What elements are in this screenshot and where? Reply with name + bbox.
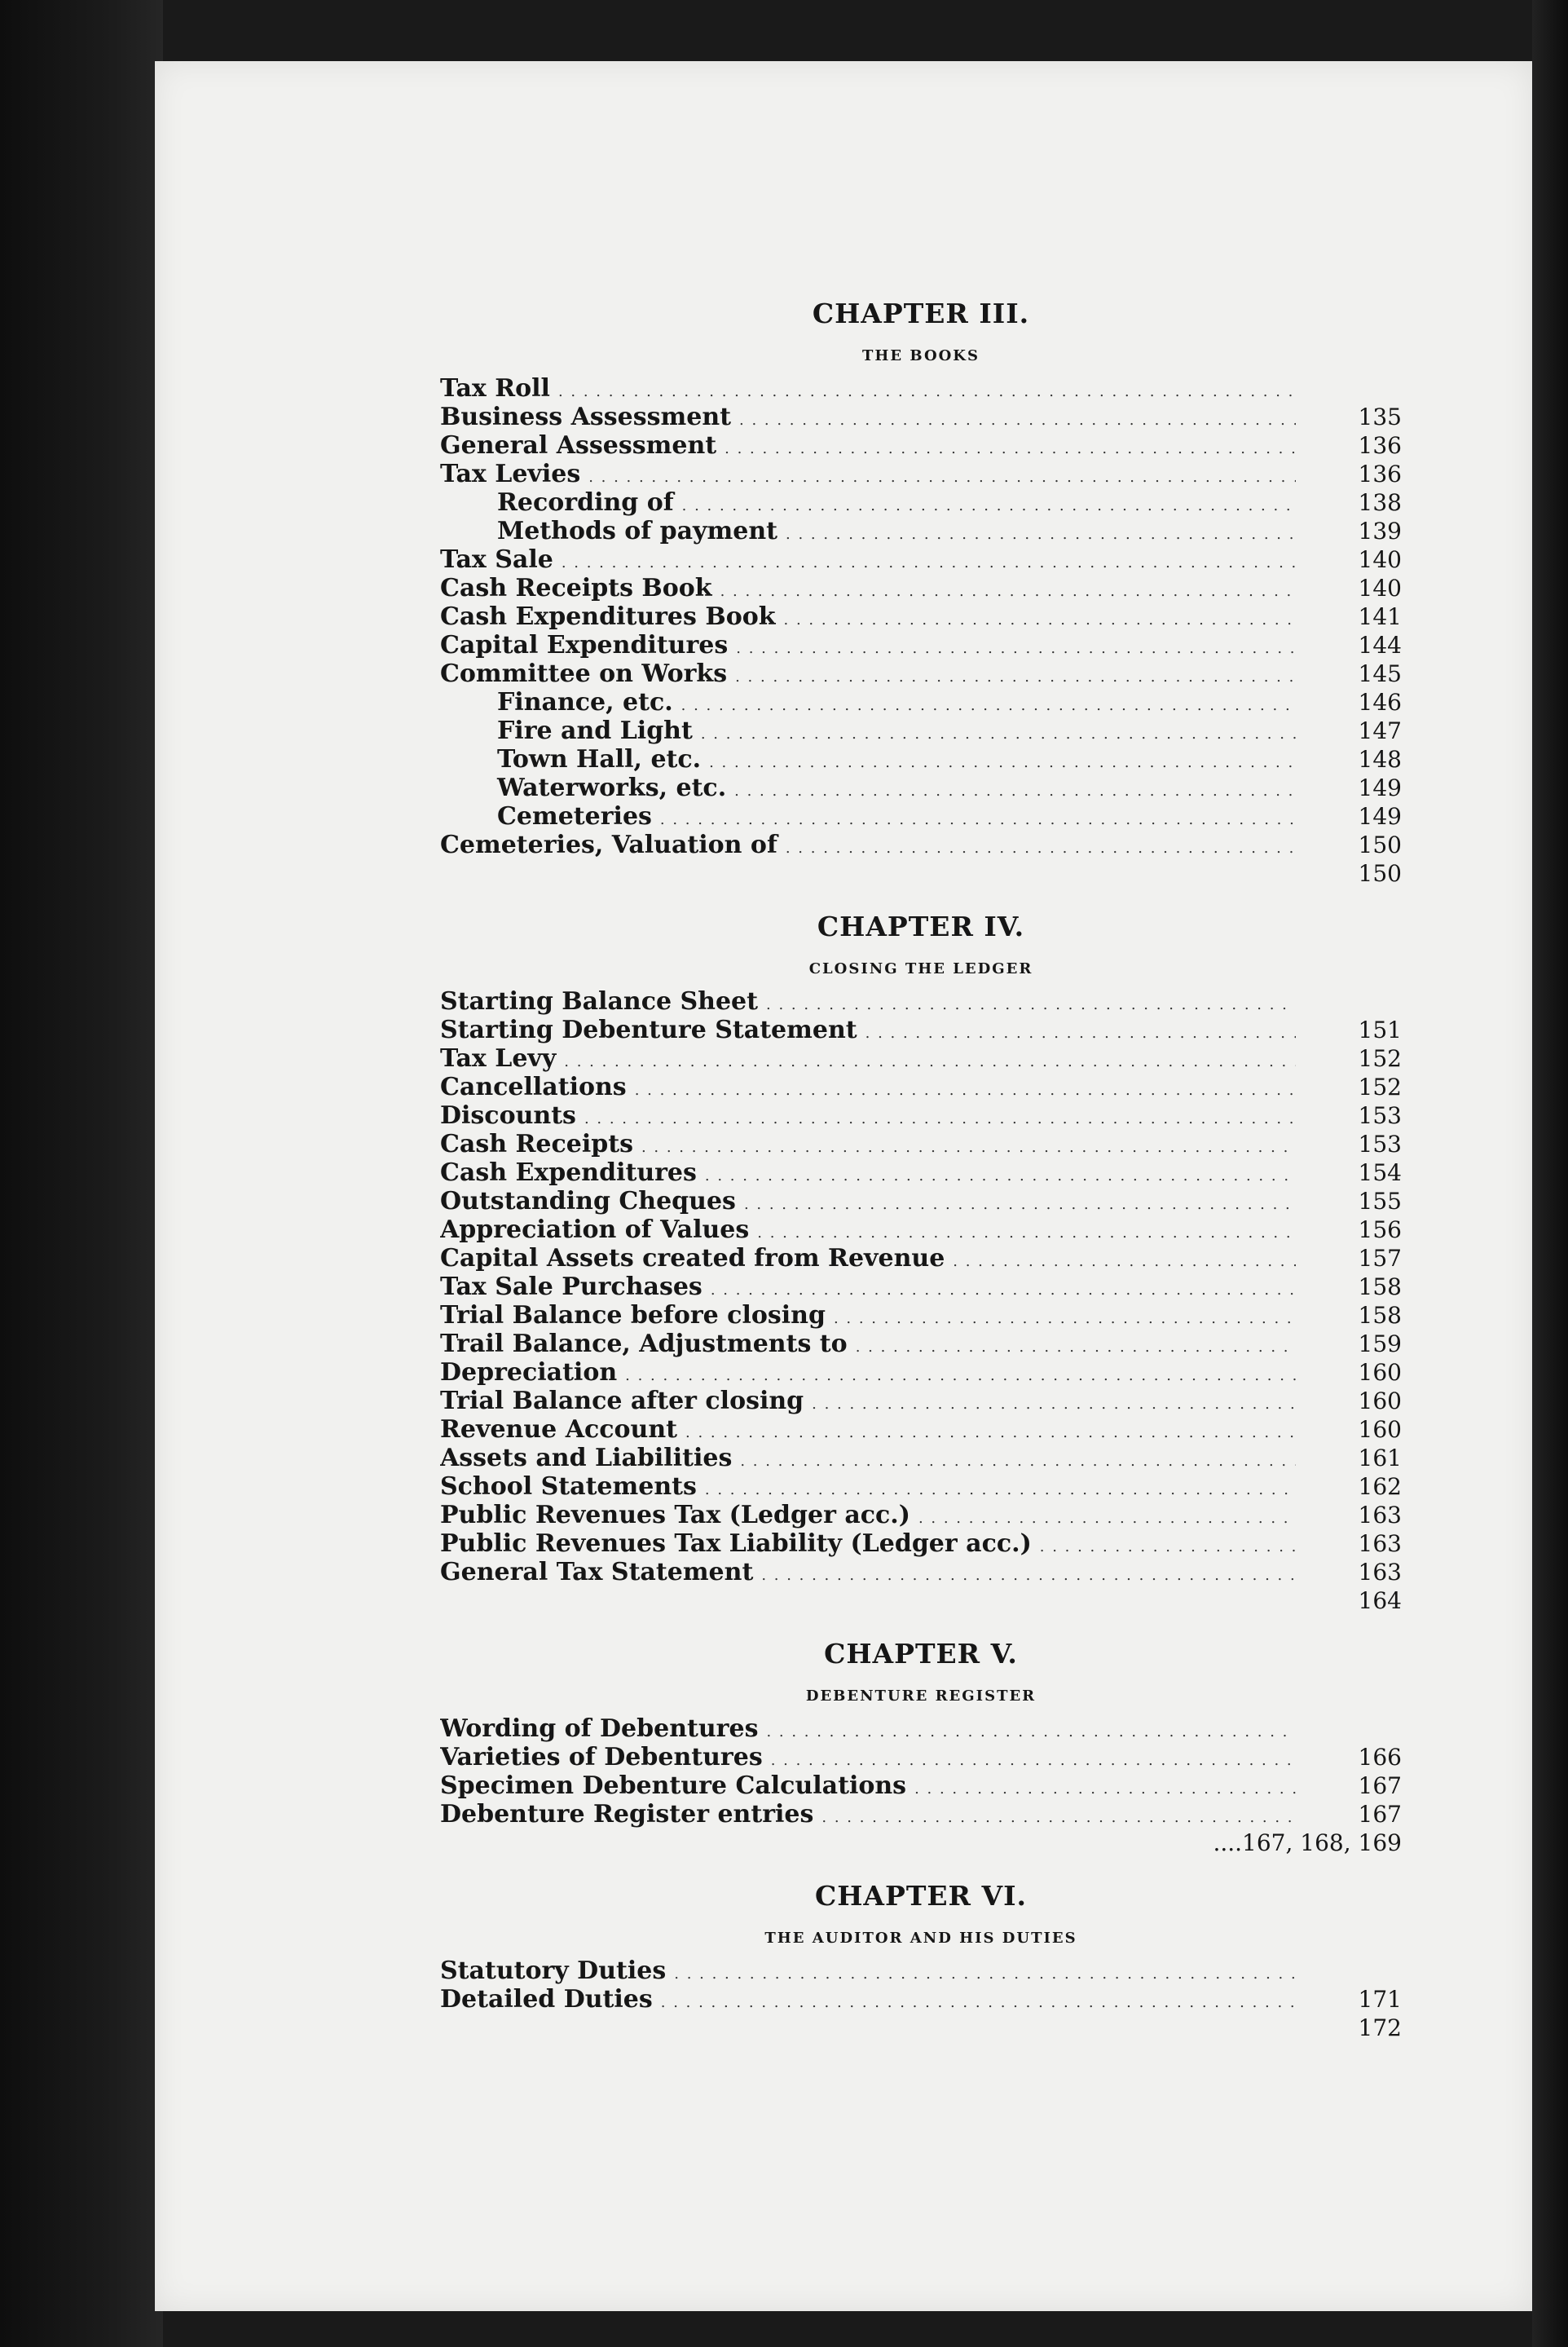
toc-page-number: 159 bbox=[1358, 1330, 1402, 1357]
toc-entry-label: Tax Levy bbox=[440, 1044, 557, 1073]
chapter-section bbox=[440, 1880, 1402, 2042]
toc-page-number: 166 bbox=[1358, 1744, 1402, 1771]
dot-leader bbox=[856, 1330, 1296, 1358]
toc-entry-label: Revenue Account bbox=[440, 1415, 677, 1444]
section-heading: DEBENTURE REGISTER bbox=[805, 1687, 1037, 1705]
toc-entry-label: Depreciation bbox=[440, 1358, 618, 1387]
toc-page-number: 157 bbox=[1358, 1245, 1402, 1272]
toc-entry-label: Public Revenues Tax Liability (Ledger acc.) bbox=[440, 1529, 1032, 1558]
toc-page-number: 140 bbox=[1358, 546, 1402, 573]
toc-page-number: 156 bbox=[1358, 1216, 1402, 1243]
chapter-title: CHAPTER V. bbox=[824, 1638, 1018, 1670]
dot-leader bbox=[725, 431, 1296, 460]
toc-entry bbox=[440, 660, 1402, 688]
chapter-title: CHAPTER III. bbox=[812, 298, 1030, 329]
toc-entry bbox=[440, 1771, 1402, 1800]
toc-entry-label: Statutory Duties bbox=[440, 1957, 667, 1985]
toc-trailing-page-number: ....167, 168, 169 bbox=[1213, 1829, 1402, 1856]
dot-leader bbox=[625, 1358, 1296, 1387]
chapter-section bbox=[440, 911, 1402, 1615]
toc-entry-label: Cemeteries bbox=[497, 802, 652, 831]
toc-page-number: 160 bbox=[1358, 1359, 1402, 1386]
toc-entry bbox=[440, 1273, 1402, 1301]
toc-entry bbox=[440, 403, 1402, 431]
dot-leader bbox=[766, 987, 1296, 1016]
toc-page-number: 167 bbox=[1358, 1772, 1402, 1799]
toc-entry-label: Outstanding Cheques bbox=[440, 1187, 736, 1215]
toc-page-number: 146 bbox=[1358, 689, 1402, 716]
dot-leader bbox=[709, 745, 1296, 774]
chapter-section bbox=[440, 298, 1402, 888]
toc-entry bbox=[440, 717, 1402, 745]
toc-page-number: 153 bbox=[1358, 1131, 1402, 1158]
toc-entry bbox=[440, 1101, 1402, 1130]
toc-entry-label: Cancellations bbox=[440, 1073, 627, 1101]
toc-page-number: 151 bbox=[1358, 1017, 1402, 1043]
toc-entry-label: Starting Debenture Statement bbox=[440, 1016, 857, 1044]
chapter-section bbox=[440, 1638, 1402, 1857]
toc-entry bbox=[440, 1529, 1402, 1558]
dot-leader bbox=[834, 1301, 1296, 1330]
dot-leader bbox=[674, 1957, 1296, 1985]
dot-leader bbox=[821, 1800, 1296, 1829]
toc-page-number: 152 bbox=[1358, 1074, 1402, 1101]
dot-leader bbox=[641, 1130, 1296, 1158]
toc-entry-label: Tax Levies bbox=[440, 460, 581, 488]
toc-page-number: 140 bbox=[1358, 575, 1402, 602]
toc-page-number: 153 bbox=[1358, 1102, 1402, 1129]
dot-leader bbox=[766, 1714, 1296, 1743]
dot-leader bbox=[739, 403, 1296, 431]
dot-leader bbox=[918, 1501, 1296, 1529]
toc-entry-label: Waterworks, etc. bbox=[497, 774, 727, 802]
toc-page-number: 158 bbox=[1358, 1273, 1402, 1300]
toc-entry bbox=[440, 1330, 1402, 1358]
toc-page-number: 155 bbox=[1358, 1188, 1402, 1215]
toc-entry bbox=[440, 1187, 1402, 1215]
toc-page-number: 147 bbox=[1358, 717, 1402, 744]
toc-entry-label: Cash Receipts Book bbox=[440, 574, 712, 602]
toc-entry bbox=[440, 1501, 1402, 1529]
toc-entry bbox=[440, 1244, 1402, 1273]
toc-entry-label: Capital Assets created from Revenue bbox=[440, 1244, 945, 1273]
dot-leader bbox=[784, 602, 1296, 631]
dot-leader bbox=[681, 688, 1296, 717]
toc-entry-label: Tax Sale bbox=[440, 545, 553, 574]
toc-entry-label: Debenture Register entries bbox=[440, 1800, 814, 1829]
dot-leader bbox=[562, 545, 1296, 574]
toc-entry bbox=[440, 1130, 1402, 1158]
toc-page-number: 161 bbox=[1358, 1445, 1402, 1471]
toc-entry-label: Tax Roll bbox=[440, 374, 550, 403]
dot-leader bbox=[705, 1472, 1296, 1501]
toc-entry-label: Cemeteries, Valuation of bbox=[440, 831, 777, 859]
toc-page-number: 163 bbox=[1358, 1559, 1402, 1586]
toc-entry bbox=[440, 1472, 1402, 1501]
toc-entry-label: Committee on Works bbox=[440, 660, 728, 688]
toc-entry bbox=[440, 1044, 1402, 1073]
toc-entry bbox=[440, 1301, 1402, 1330]
dot-leader bbox=[558, 374, 1296, 403]
dot-leader bbox=[786, 517, 1296, 545]
dot-leader bbox=[761, 1558, 1296, 1586]
scan-edge bbox=[0, 0, 163, 2347]
toc-page-number: 171 bbox=[1358, 1986, 1402, 2013]
toc-entry-label: Trial Balance after closing bbox=[440, 1387, 804, 1415]
toc-entry bbox=[440, 1957, 1402, 1985]
toc-entry-label: Fire and Light bbox=[497, 717, 693, 745]
toc-page-number: 135 bbox=[1358, 404, 1402, 430]
toc-entry-label: Public Revenues Tax (Ledger acc.) bbox=[440, 1501, 910, 1529]
chapter-title: CHAPTER IV. bbox=[817, 911, 1025, 942]
section-heading: THE AUDITOR AND HIS DUTIES bbox=[764, 1930, 1077, 1947]
toc-trailing-page-number: 164 bbox=[1358, 1587, 1402, 1614]
toc-entry bbox=[440, 374, 1402, 403]
toc-entry bbox=[440, 602, 1402, 631]
toc-entry bbox=[440, 1800, 1402, 1829]
dot-leader bbox=[720, 574, 1296, 602]
toc-page-number: 167 bbox=[1358, 1801, 1402, 1828]
toc-entry bbox=[440, 1158, 1402, 1187]
toc-page-number: 160 bbox=[1358, 1387, 1402, 1414]
toc-entry bbox=[440, 1714, 1402, 1743]
toc-page-number: 139 bbox=[1358, 518, 1402, 545]
toc-entry bbox=[440, 1387, 1402, 1415]
toc-entry-label: Varieties of Debentures bbox=[440, 1743, 763, 1771]
dot-leader bbox=[635, 1073, 1296, 1101]
toc-page-number: 144 bbox=[1358, 632, 1402, 659]
dot-leader bbox=[588, 460, 1296, 488]
dot-leader bbox=[953, 1244, 1296, 1273]
toc-page-number: 152 bbox=[1358, 1045, 1402, 1072]
scan-right-edge bbox=[1532, 0, 1568, 2347]
dot-leader bbox=[865, 1016, 1296, 1044]
dot-leader bbox=[914, 1771, 1296, 1800]
dot-leader bbox=[660, 802, 1296, 831]
toc-page-number: 145 bbox=[1358, 660, 1402, 687]
toc-entry bbox=[440, 1985, 1402, 2014]
toc-entry bbox=[440, 987, 1402, 1016]
toc-entry-label: Discounts bbox=[440, 1101, 576, 1130]
toc-entry-label: Specimen Debenture Calculations bbox=[440, 1771, 907, 1800]
toc-page-number: 160 bbox=[1358, 1416, 1402, 1443]
toc-entry bbox=[440, 688, 1402, 717]
toc-entry-label: School Statements bbox=[440, 1472, 697, 1501]
dot-leader bbox=[734, 774, 1296, 802]
toc-entry bbox=[440, 1444, 1402, 1472]
dot-leader bbox=[705, 1158, 1296, 1187]
dot-leader bbox=[735, 660, 1296, 688]
toc-entry-label: General Assessment bbox=[440, 431, 717, 460]
toc-entry-label: General Tax Statement bbox=[440, 1558, 754, 1586]
toc-entry-label: Town Hall, etc. bbox=[497, 745, 702, 774]
toc-page-number: 163 bbox=[1358, 1502, 1402, 1529]
toc-page-number: 138 bbox=[1358, 489, 1402, 516]
toc-entry bbox=[440, 1743, 1402, 1771]
toc-entry-label: Detailed Duties bbox=[440, 1985, 653, 2014]
toc-page-number: 149 bbox=[1358, 803, 1402, 830]
dot-leader bbox=[661, 1985, 1296, 2014]
toc-entry-label: Recording of bbox=[497, 488, 674, 517]
toc-entry-label: Cash Expenditures bbox=[440, 1158, 697, 1187]
dot-leader bbox=[812, 1387, 1296, 1415]
dot-leader bbox=[701, 717, 1296, 745]
dot-leader bbox=[736, 631, 1296, 660]
toc-entry bbox=[440, 1215, 1402, 1244]
section-heading: THE BOOKS bbox=[862, 347, 980, 364]
dot-leader bbox=[771, 1743, 1296, 1771]
toc-page-number: 154 bbox=[1358, 1159, 1402, 1186]
toc-entry-label: Tax Sale Purchases bbox=[440, 1273, 703, 1301]
toc-entry-label: Appreciation of Values bbox=[440, 1215, 750, 1244]
toc-entry bbox=[440, 831, 1402, 859]
toc-entry bbox=[440, 1358, 1402, 1387]
toc-entry bbox=[440, 1415, 1402, 1444]
toc-entry bbox=[440, 1073, 1402, 1101]
toc-page-number: 136 bbox=[1358, 432, 1402, 459]
toc-entry-label: Assets and Liabilities bbox=[440, 1444, 733, 1472]
toc-entry-label: Capital Expenditures bbox=[440, 631, 729, 660]
toc-entry-label: Starting Balance Sheet bbox=[440, 987, 758, 1016]
toc-page-number: 163 bbox=[1358, 1530, 1402, 1557]
dot-leader bbox=[740, 1444, 1296, 1472]
toc-entry bbox=[440, 745, 1402, 774]
toc-page-number: 150 bbox=[1358, 832, 1402, 858]
toc-entry-label: Trial Balance before closing bbox=[440, 1301, 826, 1330]
toc-entry bbox=[440, 1558, 1402, 1586]
toc-entry-label: Cash Expenditures Book bbox=[440, 602, 776, 631]
dot-leader bbox=[1040, 1529, 1296, 1558]
dot-leader bbox=[744, 1187, 1296, 1215]
dot-leader bbox=[584, 1101, 1296, 1130]
dot-leader bbox=[564, 1044, 1296, 1073]
section-heading: CLOSING THE LEDGER bbox=[808, 960, 1033, 977]
toc-page-number: 158 bbox=[1358, 1302, 1402, 1329]
dot-leader bbox=[757, 1215, 1296, 1244]
toc-trailing-page-number: 150 bbox=[1358, 860, 1402, 887]
toc-entry-label: Finance, etc. bbox=[497, 688, 673, 717]
toc-entry-label: Trail Balance, Adjustments to bbox=[440, 1330, 848, 1358]
toc-entry-label: Methods of payment bbox=[497, 517, 777, 545]
toc-entry bbox=[440, 631, 1402, 660]
toc-entry bbox=[440, 574, 1402, 602]
toc-entry-label: Cash Receipts bbox=[440, 1130, 633, 1158]
dot-leader bbox=[786, 831, 1296, 859]
toc-entry-label: Business Assessment bbox=[440, 403, 731, 431]
toc-page-number: 162 bbox=[1358, 1473, 1402, 1500]
toc-trailing-page-number: 172 bbox=[1358, 2014, 1402, 2041]
dot-leader bbox=[682, 488, 1296, 517]
table-of-contents bbox=[440, 298, 1402, 2065]
dot-leader bbox=[711, 1273, 1296, 1301]
chapter-title: CHAPTER VI. bbox=[814, 1880, 1027, 1912]
toc-entry bbox=[440, 517, 1402, 545]
toc-entry bbox=[440, 431, 1402, 460]
toc-entry-label: Wording of Debentures bbox=[440, 1714, 759, 1743]
toc-entry bbox=[440, 1016, 1402, 1044]
dot-leader bbox=[685, 1415, 1296, 1444]
toc-entry bbox=[440, 774, 1402, 802]
toc-entry bbox=[440, 460, 1402, 488]
toc-page-number: 136 bbox=[1358, 461, 1402, 487]
toc-entry bbox=[440, 488, 1402, 517]
toc-entry bbox=[440, 545, 1402, 574]
toc-page-number: 141 bbox=[1358, 603, 1402, 630]
toc-page-number: 149 bbox=[1358, 774, 1402, 801]
toc-page-number: 148 bbox=[1358, 746, 1402, 773]
toc-entry bbox=[440, 802, 1402, 831]
